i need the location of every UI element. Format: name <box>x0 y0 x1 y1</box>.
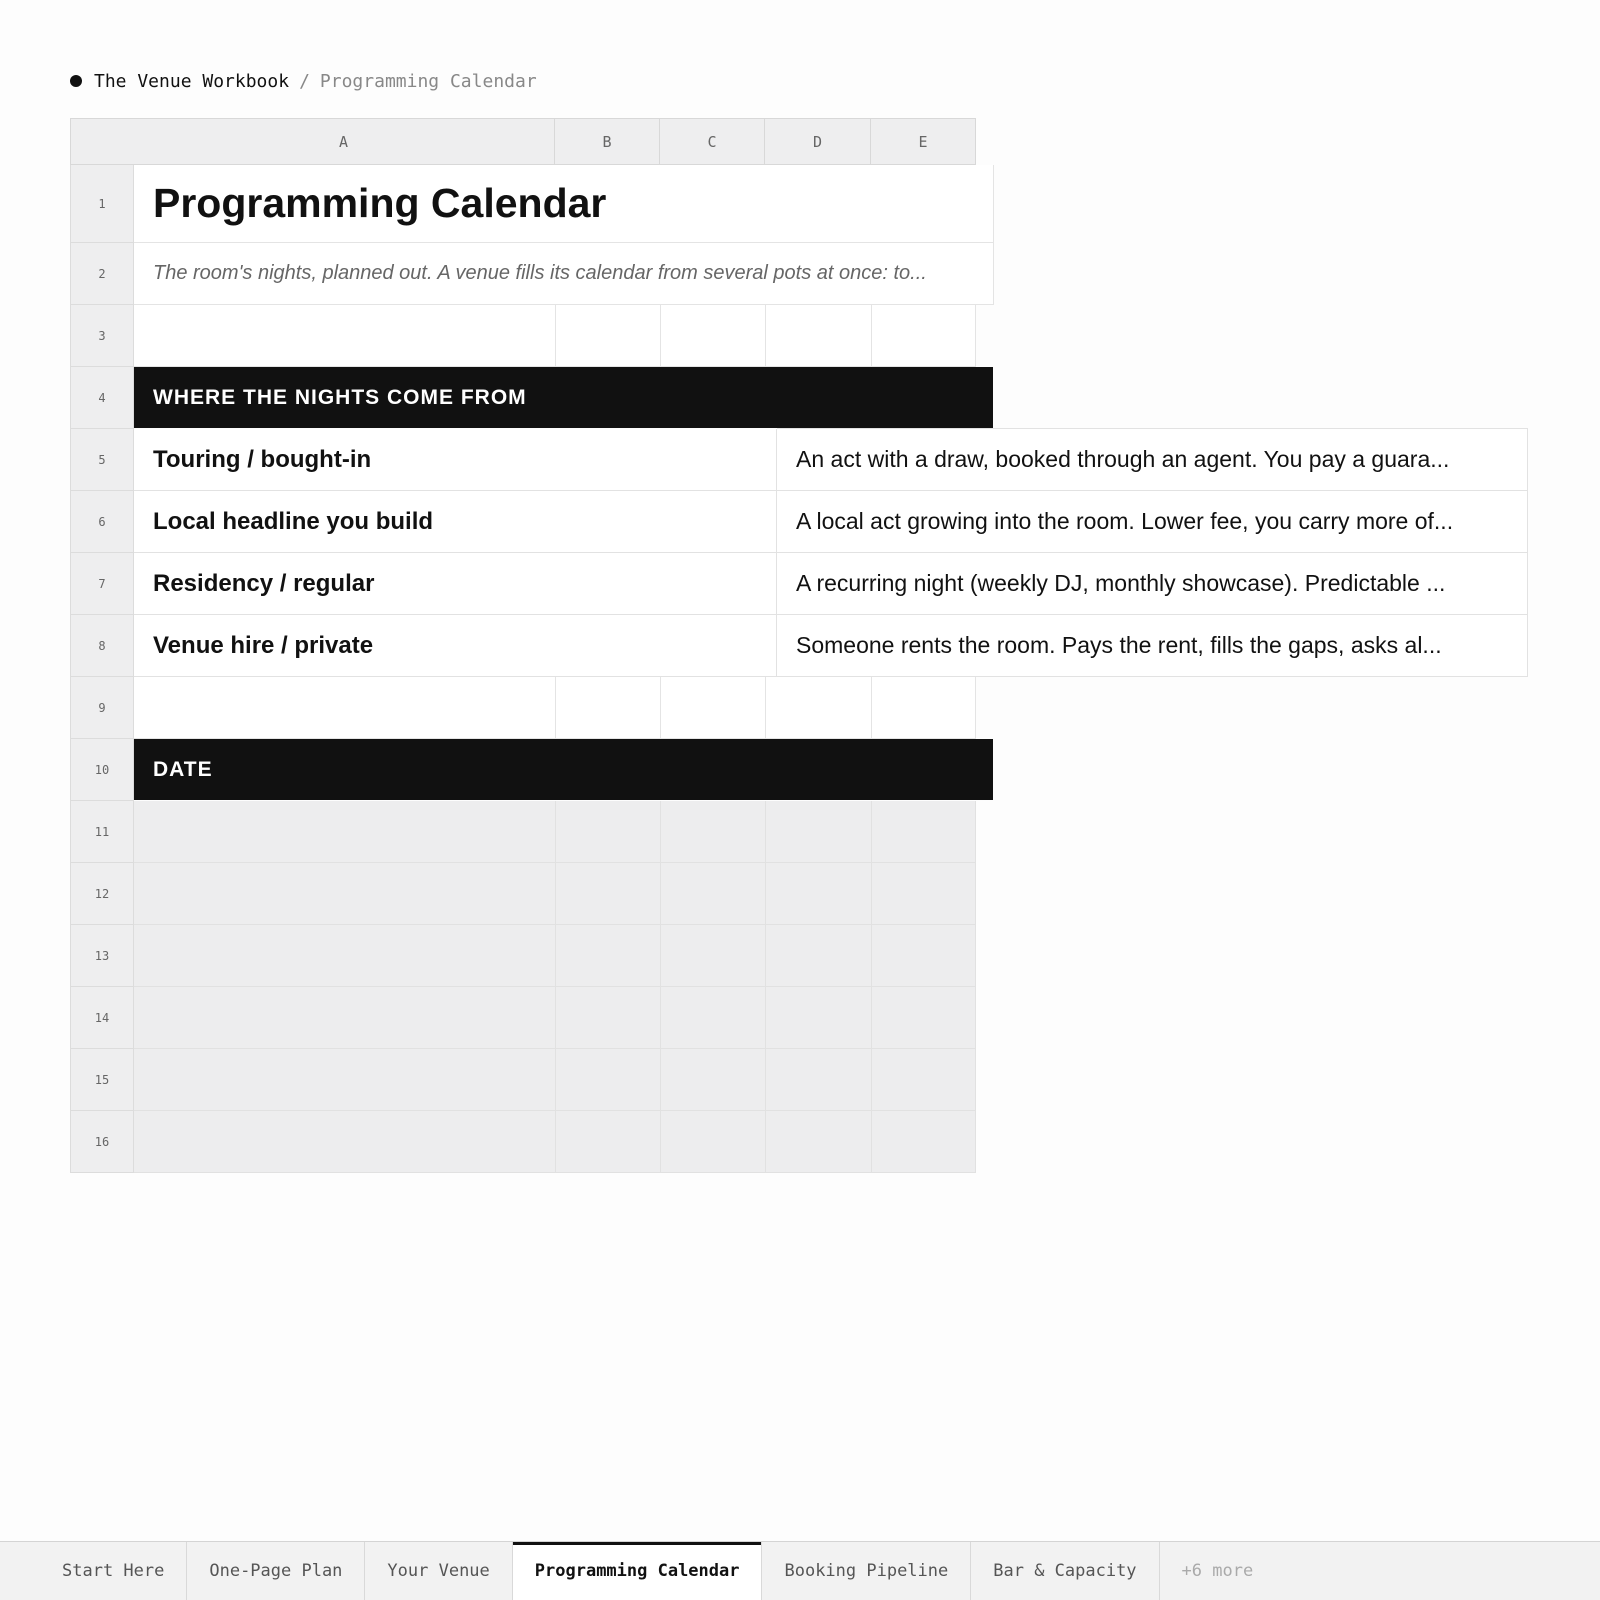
cell-d15[interactable] <box>766 1049 872 1111</box>
cell-e13[interactable] <box>872 925 976 987</box>
cell-a3[interactable] <box>134 305 556 367</box>
tab-start-here[interactable]: Start Here <box>0 1542 187 1600</box>
workbook-dot-icon <box>70 75 82 87</box>
cell-e14[interactable] <box>872 987 976 1049</box>
row-header-15[interactable]: 15 <box>70 1049 134 1111</box>
breadcrumb-workbook[interactable]: The Venue Workbook <box>94 70 290 92</box>
cell-e16[interactable] <box>872 1111 976 1173</box>
cell-c12[interactable] <box>661 863 766 925</box>
cell-a11[interactable] <box>134 801 556 863</box>
cell-b3[interactable] <box>556 305 661 367</box>
row-header-12[interactable]: 12 <box>70 863 134 925</box>
row-header-2[interactable]: 2 <box>70 243 134 305</box>
cell-e9[interactable] <box>872 677 976 739</box>
sheet-title-cell[interactable]: Programming Calendar <box>134 165 994 243</box>
source-description-touring[interactable]: An act with a draw, booked through an agent. You pay a guara... <box>777 428 1528 491</box>
column-header-a[interactable]: A <box>133 118 555 165</box>
sheet-subtitle-cell[interactable]: The room's nights, planned out. A venue fills its calendar from several pots at once: to... <box>134 243 994 305</box>
column-header-d[interactable]: D <box>765 118 871 165</box>
cell-a13[interactable] <box>134 925 556 987</box>
cell-b13[interactable] <box>556 925 661 987</box>
source-label-venue-hire[interactable]: Venue hire / private <box>134 615 777 677</box>
row-header-6[interactable]: 6 <box>70 491 134 553</box>
cell-d11[interactable] <box>766 801 872 863</box>
source-description-local-headline[interactable]: A local act growing into the room. Lower fee, you carry more of... <box>777 491 1528 553</box>
cell-c16[interactable] <box>661 1111 766 1173</box>
column-header-c[interactable]: C <box>660 118 765 165</box>
cell-b14[interactable] <box>556 987 661 1049</box>
column-header-b[interactable]: B <box>555 118 660 165</box>
row-header-9[interactable]: 9 <box>70 677 134 739</box>
tab-programming-calendar[interactable]: Programming Calendar <box>513 1542 763 1600</box>
cell-a12[interactable] <box>134 863 556 925</box>
cell-a14[interactable] <box>134 987 556 1049</box>
cell-a15[interactable] <box>134 1049 556 1111</box>
source-label-residency[interactable]: Residency / regular <box>134 553 777 615</box>
breadcrumb-current-sheet: Programming Calendar <box>319 70 537 92</box>
row-header-16[interactable]: 16 <box>70 1111 134 1173</box>
row-header-13[interactable]: 13 <box>70 925 134 987</box>
cell-b11[interactable] <box>556 801 661 863</box>
section-header-date[interactable]: DATE <box>134 739 993 800</box>
row-header-1[interactable]: 1 <box>70 165 134 243</box>
cell-c14[interactable] <box>661 987 766 1049</box>
row-header-7[interactable]: 7 <box>70 553 134 615</box>
select-all-corner[interactable] <box>70 118 134 165</box>
breadcrumb-separator: / <box>299 70 310 92</box>
tab-bar-capacity[interactable]: Bar & Capacity <box>971 1542 1159 1600</box>
source-description-residency[interactable]: A recurring night (weekly DJ, monthly showcase). Predictable ... <box>777 553 1528 615</box>
row-header-5[interactable]: 5 <box>70 429 134 491</box>
cell-e11[interactable] <box>872 801 976 863</box>
cell-e15[interactable] <box>872 1049 976 1111</box>
cell-b12[interactable] <box>556 863 661 925</box>
cell-d16[interactable] <box>766 1111 872 1173</box>
row-header-14[interactable]: 14 <box>70 987 134 1049</box>
source-label-local-headline[interactable]: Local headline you build <box>134 491 777 553</box>
row-header-8[interactable]: 8 <box>70 615 134 677</box>
cell-c11[interactable] <box>661 801 766 863</box>
section-header-sources[interactable]: WHERE THE NIGHTS COME FROM <box>134 367 993 428</box>
cell-c13[interactable] <box>661 925 766 987</box>
row-header-3[interactable]: 3 <box>70 305 134 367</box>
source-description-venue-hire[interactable]: Someone rents the room. Pays the rent, fills the gaps, asks al... <box>777 615 1528 677</box>
cell-b9[interactable] <box>556 677 661 739</box>
column-header-e[interactable]: E <box>871 118 976 165</box>
cell-e12[interactable] <box>872 863 976 925</box>
cell-b15[interactable] <box>556 1049 661 1111</box>
tab-one-page-plan[interactable]: One-Page Plan <box>187 1542 365 1600</box>
cell-d13[interactable] <box>766 925 872 987</box>
tab-your-venue[interactable]: Your Venue <box>365 1542 512 1600</box>
cell-c15[interactable] <box>661 1049 766 1111</box>
cell-a9[interactable] <box>134 677 556 739</box>
cell-d3[interactable] <box>766 305 872 367</box>
cell-c3[interactable] <box>661 305 766 367</box>
breadcrumb <box>70 68 537 94</box>
cell-c9[interactable] <box>661 677 766 739</box>
more-tabs-button[interactable]: +6 more <box>1181 1561 1254 1581</box>
row-header-11[interactable]: 11 <box>70 801 134 863</box>
cell-e3[interactable] <box>872 305 976 367</box>
row-header-10[interactable]: 10 <box>70 739 134 801</box>
cell-d12[interactable] <box>766 863 872 925</box>
row-header-4[interactable]: 4 <box>70 367 134 429</box>
cell-b16[interactable] <box>556 1111 661 1173</box>
tab-booking-pipeline[interactable]: Booking Pipeline <box>762 1542 971 1600</box>
sheet-tab-bar <box>0 1541 1600 1600</box>
cell-d14[interactable] <box>766 987 872 1049</box>
cell-d9[interactable] <box>766 677 872 739</box>
source-label-touring[interactable]: Touring / bought-in <box>134 429 777 491</box>
cell-a16[interactable] <box>134 1111 556 1173</box>
